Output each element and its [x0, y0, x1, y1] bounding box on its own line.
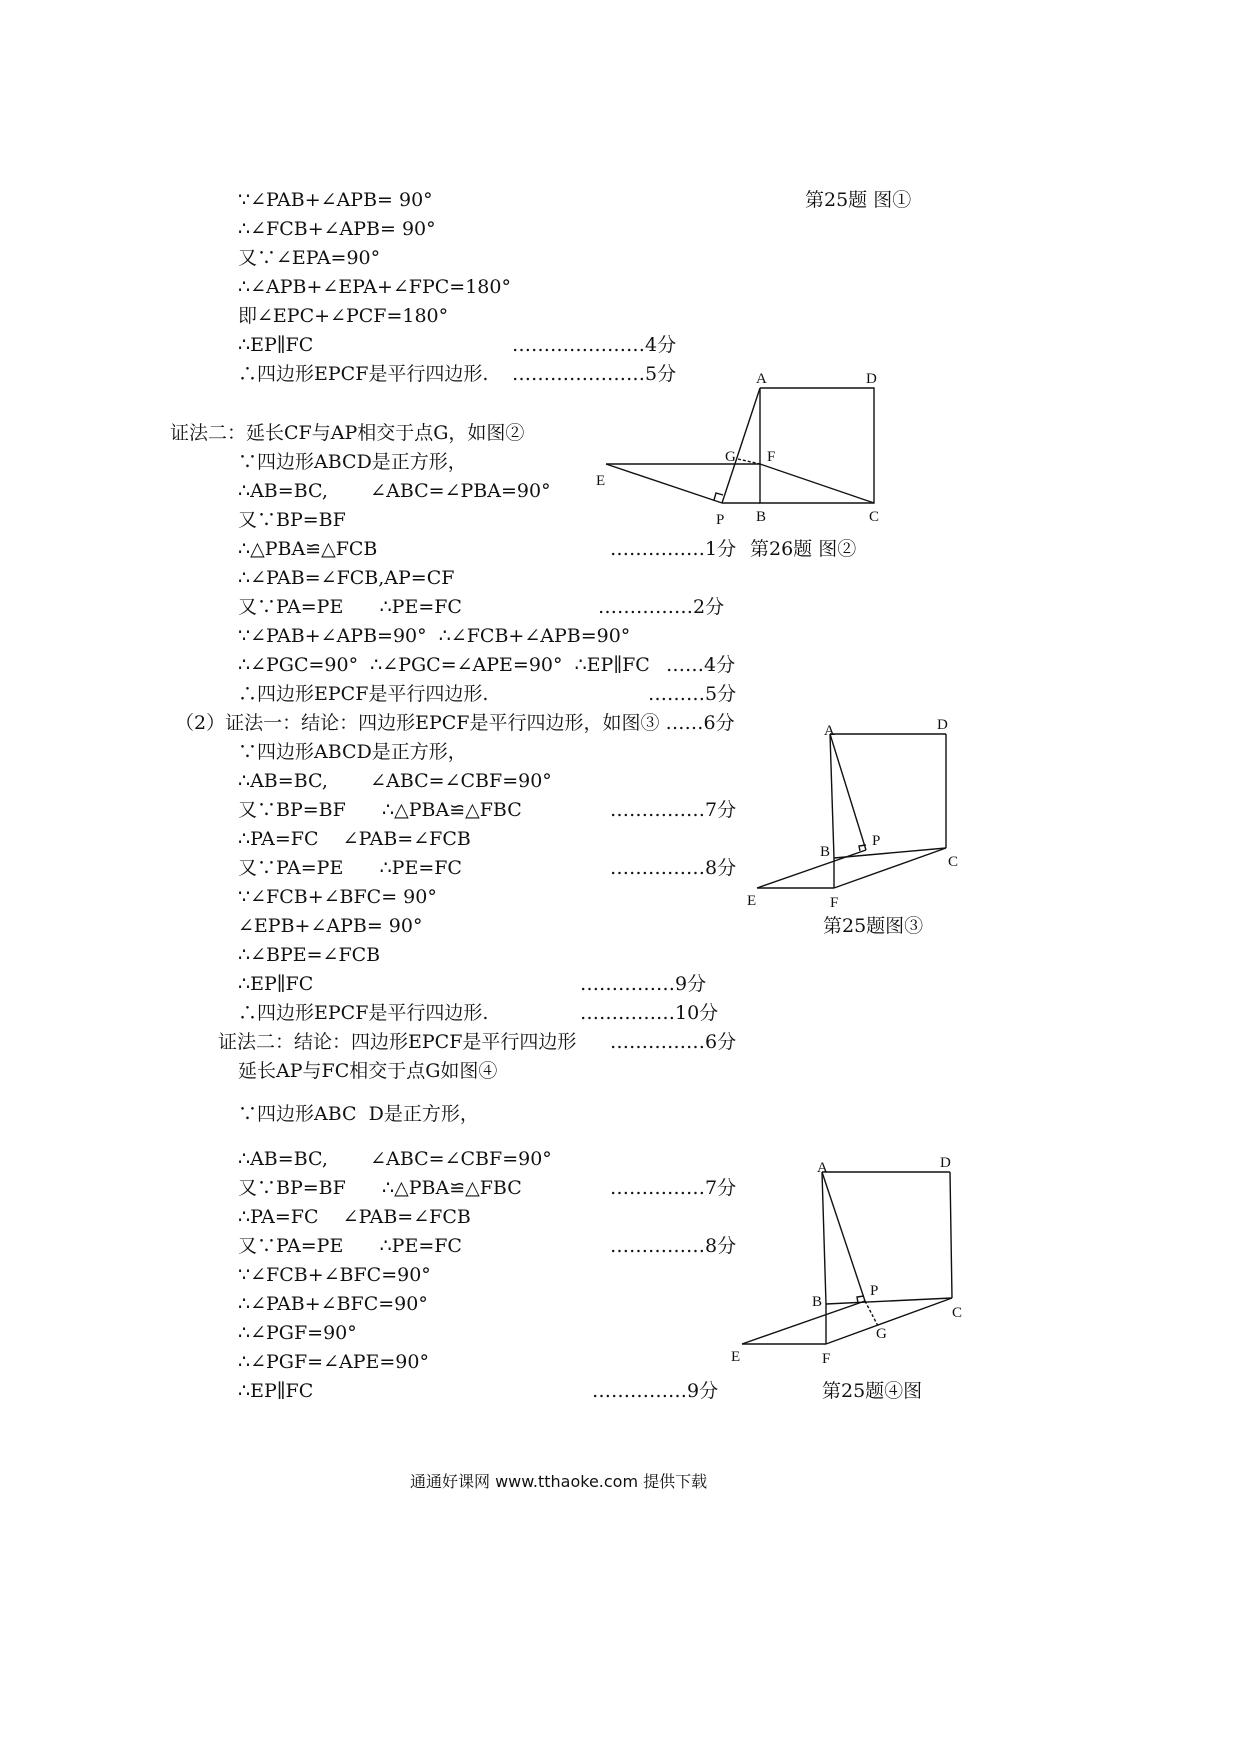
score-mark: ……………10分 — [580, 1002, 719, 1024]
proof-line: ∴∠PGC=90° ∴∠PGC=∠APE=90° ∴EP∥FC — [238, 654, 650, 676]
label-a: A — [824, 723, 835, 739]
score-mark: ……………1分 — [610, 538, 737, 560]
label-d: D — [940, 1155, 951, 1171]
figure-caption: 第26题 图② — [750, 538, 857, 560]
proof-line: ∴PA=FC ∠PAB=∠FCB — [238, 1206, 471, 1228]
proof-line: ∴EP∥FC — [238, 973, 314, 995]
label-b: B — [756, 509, 767, 525]
segment-bc — [826, 1298, 952, 1304]
label-e: E — [596, 473, 606, 489]
segment-ep — [742, 1301, 865, 1344]
score-mark: ……………6分 — [610, 1031, 737, 1053]
figure-caption: 第25题 图① — [805, 189, 912, 211]
segment-ap — [822, 1172, 865, 1301]
proof-line: ∵四边形ABC D是正方形， — [238, 1103, 479, 1125]
proof-line: ∴EP∥FC — [238, 334, 314, 356]
proof-line: ∴∠PAB+∠BFC=90° — [238, 1293, 428, 1315]
label-e: E — [747, 893, 757, 909]
proof-line: 即∠EPC+∠PCF=180° — [238, 305, 449, 327]
proof-line: ∴△PBA≌△FCB — [238, 538, 378, 560]
label-e: E — [731, 1349, 741, 1365]
proof-line: ∴AB=BC, ∠ABC=∠CBF=90° — [238, 1148, 552, 1170]
method-heading: 证法二：延长CF与AP相交于点G，如图② — [170, 422, 525, 444]
footer-text: 通通好课网 www.tthaoke.com 提供下载 — [410, 1472, 708, 1491]
label-c: C — [948, 854, 959, 870]
score-mark: ……4分 — [666, 654, 736, 676]
proof-line: ∵四边形ABCD是正方形， — [238, 741, 467, 763]
label-f: F — [822, 1351, 831, 1367]
label-c: C — [869, 509, 880, 525]
proof-line: ∵四边形ABCD是正方形， — [238, 451, 467, 473]
method-subheading: 延长AP与FC相交于点G如图④ — [238, 1060, 498, 1082]
proof-line: ∵∠PAB+∠APB= 90° — [238, 189, 433, 211]
segment-fc — [826, 1298, 952, 1344]
proof-line: ∴四边形EPCF是平行四边形. — [238, 683, 489, 705]
proof-line: 又∵BP=BF — [238, 509, 346, 531]
score-mark: ……………7分 — [610, 799, 737, 821]
proof-line: ∴四边形EPCF是平行四边形. — [238, 1002, 489, 1024]
label-d: D — [937, 717, 948, 733]
proof-line: ∴∠PGF=90° — [238, 1322, 357, 1344]
figure-caption: 第25题图③ — [823, 915, 924, 937]
proof-line: ∴∠FCB+∠APB= 90° — [238, 218, 436, 240]
proof-line: ∠EPB+∠APB= 90° — [238, 915, 423, 937]
score-mark: ……………9分 — [580, 973, 707, 995]
proof-line: ∵∠FCB+∠BFC=90° — [238, 1264, 431, 1286]
segment-ab — [822, 1172, 826, 1304]
score-mark: ……………8分 — [610, 857, 737, 879]
label-f: F — [830, 895, 839, 911]
label-g: G — [876, 1326, 887, 1342]
method-heading: 证法二：结论：四边形EPCF是平行四边形 — [218, 1031, 577, 1053]
score-mark: ………5分 — [648, 683, 737, 705]
proof-line: ∴∠PGF=∠APE=90° — [238, 1351, 429, 1373]
proof-line: ∴四边形EPCF是平行四边形. — [238, 363, 489, 385]
proof-line: ∴∠BPE=∠FCB — [238, 944, 381, 966]
proof-line: ∴∠PAB=∠FCB,AP=CF — [238, 567, 455, 589]
score-mark: …………………5分 — [512, 363, 677, 385]
proof-line: 又∵PA=PE ∴PE=FC — [238, 596, 462, 618]
proof-line: ∴∠APB+∠EPA+∠FPC=180° — [238, 276, 511, 298]
proof-line: 又∵PA=PE ∴PE=FC — [238, 857, 462, 879]
segment-pg-dashed — [865, 1301, 878, 1326]
proof-line: ∴EP∥FC — [238, 1380, 314, 1402]
score-mark: ……………8分 — [610, 1235, 737, 1257]
label-p: P — [870, 1283, 879, 1299]
label-a: A — [756, 371, 767, 387]
label-b: B — [812, 1294, 823, 1310]
proof-line: ∴AB=BC, ∠ABC=∠PBA=90° — [238, 480, 551, 502]
proof-line: 又∵∠EPA=90° — [238, 247, 381, 269]
label-p: P — [872, 833, 881, 849]
figure-caption: 第25题④图 — [822, 1380, 923, 1402]
proof-line: ∵∠FCB+∠BFC= 90° — [238, 886, 437, 908]
proof-line: 又∵PA=PE ∴PE=FC — [238, 1235, 462, 1257]
score-mark: ……………9分 — [592, 1380, 719, 1402]
label-f: F — [767, 449, 776, 465]
score-mark: …………………4分 — [512, 334, 677, 356]
label-p: P — [716, 512, 725, 528]
label-b: B — [820, 844, 831, 860]
label-c: C — [952, 1305, 963, 1321]
label-g: G — [725, 449, 736, 465]
proof-line: ∵∠PAB+∠APB=90° ∴∠FCB+∠APB=90° — [238, 625, 631, 647]
score-mark: ……………2分 — [598, 596, 725, 618]
method-heading: （2）证法一：结论：四边形EPCF是平行四边形，如图③ ……6分 — [175, 712, 735, 734]
proof-line: ∴PA=FC ∠PAB=∠FCB — [238, 828, 471, 850]
proof-line: ∴AB=BC, ∠ABC=∠CBF=90° — [238, 770, 552, 792]
label-a: A — [817, 1160, 828, 1176]
segment-dc — [950, 1172, 952, 1298]
proof-line: 又∵BP=BF ∴△PBA≌△FBC — [238, 799, 522, 821]
label-d: D — [866, 371, 877, 387]
proof-line: 又∵BP=BF ∴△PBA≌△FBC — [238, 1177, 522, 1199]
score-mark: ……………7分 — [610, 1177, 737, 1199]
